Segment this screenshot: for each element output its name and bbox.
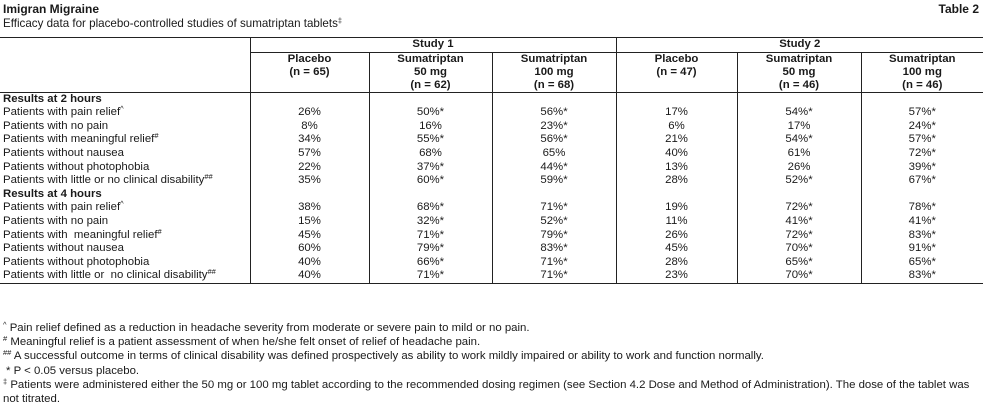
table-cell: 52%* — [737, 174, 861, 188]
column-name: Placebo — [287, 52, 332, 65]
column-name: Sumatriptan — [520, 52, 588, 65]
study-1-header: Study 1 — [250, 38, 616, 53]
table-cell: 39%* — [861, 161, 983, 175]
footnote — [3, 321, 979, 335]
table-cell: 13% — [616, 161, 737, 175]
table-cell: 41%* — [737, 215, 861, 229]
row-label-text: Patients with pain relief — [3, 106, 121, 119]
footnote-mark: ## — [207, 267, 216, 277]
table-cell: 59%* — [492, 174, 616, 188]
table-cell: 35% — [250, 174, 369, 188]
table-cell: 45% — [616, 242, 737, 256]
column-n: (n = 46) — [902, 78, 943, 91]
column-dose: 50 mg — [782, 65, 816, 78]
empty-cell — [250, 92, 369, 106]
table-cell: 67%* — [861, 174, 983, 188]
table-cell: 65% — [492, 147, 616, 161]
table-number: Table 2 — [938, 2, 979, 16]
table-cell: 78%* — [861, 201, 983, 215]
table-cell: 26% — [737, 161, 861, 175]
table-cell: 68%* — [369, 201, 492, 215]
empty-cell — [492, 188, 616, 202]
table-row — [0, 201, 983, 215]
table-cell: 45% — [250, 229, 369, 243]
document-header — [3, 3, 979, 17]
column-header — [861, 52, 983, 92]
empty-cell — [861, 188, 983, 202]
row-label — [0, 174, 250, 188]
table-cell: 91%* — [861, 242, 983, 256]
table-cell: 65%* — [737, 256, 861, 270]
table-cell: 79%* — [369, 242, 492, 256]
table-cell: 17% — [616, 106, 737, 120]
table-row — [0, 120, 983, 134]
table-cell: 57%* — [861, 106, 983, 120]
row-label — [0, 215, 250, 229]
table-cell: 83%* — [861, 269, 983, 283]
row-label — [0, 106, 250, 120]
table-cell: 52%* — [492, 215, 616, 229]
table-cell: 60%* — [369, 174, 492, 188]
table-cell: 70%* — [737, 269, 861, 283]
row-label — [0, 242, 250, 256]
footnote — [3, 364, 979, 378]
empty-header-cell — [0, 38, 250, 53]
empty-cell — [861, 92, 983, 106]
table-cell: 50%* — [369, 106, 492, 120]
column-header — [369, 52, 492, 92]
table-cell: 71%* — [369, 229, 492, 243]
row-label — [0, 147, 250, 161]
footnote-text: P < 0.05 versus placebo. — [10, 364, 140, 377]
footnote-mark: ## — [204, 172, 213, 182]
column-n: (n = 65) — [289, 65, 330, 78]
table-row — [0, 242, 983, 256]
table-cell: 32%* — [369, 215, 492, 229]
footnote-mark: ## — [3, 348, 12, 358]
column-name: Sumatriptan — [397, 52, 464, 65]
table-cell: 72%* — [861, 147, 983, 161]
section-heading-row — [0, 188, 983, 202]
table-cell: 72%* — [737, 201, 861, 215]
footnote-mark: ‡ — [3, 376, 8, 386]
footnote-mark: # — [157, 226, 162, 236]
row-label-text: Patients with no pain — [3, 214, 109, 227]
row-label — [0, 226, 250, 243]
empty-cell — [616, 188, 737, 202]
footnote-text: Meaningful relief is a patient assessment of when he/she felt onset of relief of headache pain. — [7, 336, 481, 349]
table-cell: 68% — [369, 147, 492, 161]
column-header-row — [0, 52, 983, 92]
row-label-text: Patients without nausea — [3, 242, 124, 255]
document-subtitle — [3, 17, 342, 31]
table-cell: 71%* — [492, 256, 616, 270]
empty-cell — [616, 92, 737, 106]
table-cell: 26% — [250, 106, 369, 120]
table-cell: 57% — [250, 147, 369, 161]
column-header — [250, 52, 369, 92]
row-label-text: Patients without nausea — [3, 146, 124, 159]
column-n: (n = 46) — [778, 78, 820, 91]
table-cell: 16% — [369, 120, 492, 134]
row-label — [0, 269, 250, 283]
table-cell: 44%* — [492, 161, 616, 175]
footnote — [3, 378, 979, 406]
row-label-text: Patients with little or no clinical disability — [3, 269, 208, 282]
table-row — [0, 161, 983, 175]
footnote-text: Patients were administered either the 50 mg or 100 mg tablet according to the recommended dosing regimen (see Section 4.2 Dose and Method of Administration). The dose of the tablet was not titrated. — [3, 378, 970, 406]
subtitle-text: Efficacy data for placebo-controlled studies of sumatriptan tablets — [3, 17, 338, 30]
row-label-text: Patients with meaningful relief — [3, 228, 158, 241]
table-cell: 40% — [250, 256, 369, 270]
table-cell: 23%* — [492, 120, 616, 134]
table-cell: 71%* — [492, 201, 616, 215]
footnotes — [3, 321, 979, 406]
row-label-text: Patients with pain relief — [3, 201, 121, 214]
table-cell: 40% — [616, 147, 737, 161]
row-label-header — [0, 52, 250, 92]
column-header — [737, 52, 861, 92]
footnote-text: A successful outcome in terms of clinical disability was defined prospectively as ability to work mildly impaired or ability to work and function normally. — [11, 350, 764, 363]
row-label-text: Patients with meaningful relief — [3, 133, 155, 146]
table-cell: 56%* — [492, 106, 616, 120]
row-label-text: Patients with little or no clinical disability — [3, 174, 205, 187]
table-cell: 54%* — [737, 133, 861, 147]
table-cell: 34% — [250, 133, 369, 147]
table-cell: 71%* — [492, 269, 616, 283]
column-header — [616, 52, 737, 92]
empty-cell — [737, 92, 861, 106]
column-name: Placebo — [654, 52, 699, 65]
table-cell: 56%* — [492, 133, 616, 147]
column-dose: 100 mg — [902, 65, 942, 78]
table-cell: 65%* — [861, 256, 983, 270]
table-cell: 28% — [616, 174, 737, 188]
table-cell: 23% — [616, 269, 737, 283]
table-cell: 57%* — [861, 133, 983, 147]
table-cell: 61% — [737, 147, 861, 161]
document-title: Imigran Migraine — [3, 2, 100, 16]
empty-cell — [250, 188, 369, 202]
column-name: Sumatriptan — [765, 52, 833, 65]
study-header-row — [0, 38, 983, 53]
table-cell: 60% — [250, 242, 369, 256]
footnote-mark: # — [154, 131, 159, 141]
row-label — [0, 133, 250, 147]
row-label-text: Patients without photophobia — [3, 160, 150, 173]
table-cell: 54%* — [737, 106, 861, 120]
table-body — [0, 38, 983, 284]
footnote-text: Pain relief defined as a reduction in headache severity from moderate or severe pain to mild or no pain. — [6, 322, 530, 334]
column-name: Sumatriptan — [889, 52, 956, 65]
row-label-text: Patients without photophobia — [3, 255, 150, 268]
table-cell: 11% — [616, 215, 737, 229]
table-row — [0, 229, 983, 243]
table-row — [0, 147, 983, 161]
footnote — [3, 349, 979, 363]
section-heading: Results at 4 hours — [3, 187, 102, 200]
section-heading: Results at 2 hours — [3, 92, 102, 105]
table-cell: 41%* — [861, 215, 983, 229]
table-row — [0, 269, 983, 283]
table-cell: 70%* — [737, 242, 861, 256]
table-row — [0, 174, 983, 188]
section-heading-row — [0, 92, 983, 106]
table-cell: 71%* — [369, 269, 492, 283]
table-row — [0, 215, 983, 229]
table-row — [0, 133, 983, 147]
table-cell: 15% — [250, 215, 369, 229]
footnote-mark: * — [6, 364, 11, 377]
table-cell: 37%* — [369, 161, 492, 175]
table-cell: 66%* — [369, 256, 492, 270]
footnote — [3, 335, 979, 349]
table-cell: 26% — [616, 229, 737, 243]
table-cell: 6% — [616, 120, 737, 134]
row-label — [0, 201, 250, 215]
table-cell: 21% — [616, 133, 737, 147]
footnote-mark: ^ — [120, 104, 124, 114]
column-n: (n = 68) — [533, 78, 575, 91]
table-row — [0, 256, 983, 270]
table-cell: 79%* — [492, 229, 616, 243]
table-cell: 83%* — [861, 229, 983, 243]
table-cell: 24%* — [861, 120, 983, 134]
column-header — [492, 52, 616, 92]
table-cell: 72%* — [737, 229, 861, 243]
empty-cell — [737, 188, 861, 202]
empty-cell — [369, 92, 492, 106]
table-cell: 40% — [250, 269, 369, 283]
empty-cell — [492, 92, 616, 106]
table-cell: 83%* — [492, 242, 616, 256]
table-cell: 38% — [250, 201, 369, 215]
empty-cell — [369, 188, 492, 202]
column-n: (n = 62) — [410, 78, 451, 91]
table-cell: 17% — [737, 120, 861, 134]
table-cell: 28% — [616, 256, 737, 270]
table-cell: 19% — [616, 201, 737, 215]
subtitle-footnote-mark: ‡ — [337, 16, 343, 25]
footnote-mark: ^ — [120, 199, 124, 209]
table-cell: 8% — [250, 120, 369, 134]
table-cell: 22% — [250, 161, 369, 175]
footnote-mark: # — [3, 334, 8, 344]
column-n: (n = 47) — [656, 65, 697, 78]
row-label — [0, 120, 250, 134]
study-2-header: Study 2 — [616, 38, 983, 53]
table-row — [0, 106, 983, 120]
column-dose: 100 mg — [534, 65, 574, 78]
footnote-mark: ^ — [3, 320, 7, 329]
table-cell: 55%* — [369, 133, 492, 147]
column-dose: 50 mg — [414, 65, 447, 78]
efficacy-table — [0, 37, 983, 284]
row-label-text: Patients with no pain — [3, 119, 109, 132]
